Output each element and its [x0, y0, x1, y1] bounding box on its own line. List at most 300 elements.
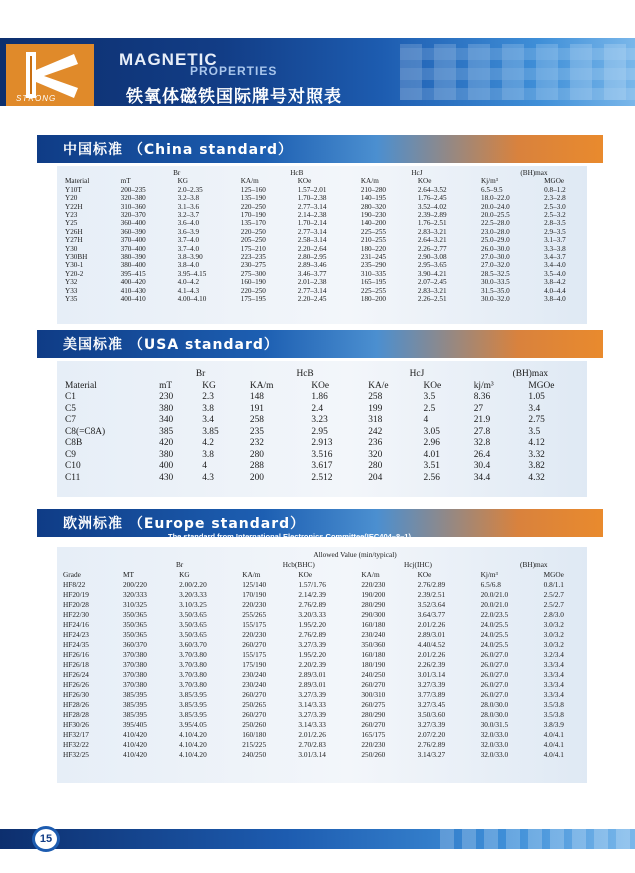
col-header: kj/m³: [473, 380, 494, 391]
group-hcj: HcJ: [409, 369, 425, 379]
value-cell: 28.0/30.0: [480, 700, 509, 709]
value-cell: 380–400: [120, 261, 146, 270]
value-cell: 3.52–4.02: [417, 202, 447, 211]
value-cell: 3.70/3.80: [179, 660, 207, 669]
col-header: KOe: [297, 177, 312, 186]
value-cell: 191: [249, 403, 264, 414]
value-cell: 250/265: [242, 700, 267, 709]
table-row: [57, 640, 587, 650]
table-row: [57, 450, 587, 462]
value-cell: 30.0–32.0: [480, 295, 510, 304]
value-cell: 3.6–4.0: [177, 219, 200, 228]
table-row: [57, 427, 587, 439]
value-cell: 23.0–28.0: [480, 227, 510, 236]
grade-cell: C8(=C8A): [65, 426, 106, 437]
value-cell: 0.8–1.2: [544, 185, 566, 194]
grade-cell: Y30: [65, 244, 78, 253]
col-header: KOe: [417, 570, 432, 579]
table-row: [57, 194, 587, 202]
value-cell: 3.14/3.33: [298, 720, 326, 729]
group-br: Br: [173, 169, 181, 177]
usa-table: [57, 369, 587, 484]
value-cell: 385/395: [122, 710, 147, 719]
value-cell: 31.5–35.0: [480, 286, 510, 295]
table-row: [57, 740, 587, 750]
value-cell: 320–370: [120, 211, 146, 220]
grade-cell: Y26H: [65, 227, 83, 236]
value-cell: 32.8: [473, 438, 491, 448]
value-cell: 210–255: [360, 236, 387, 245]
value-cell: 190/200: [361, 590, 386, 599]
value-cell: 3.70/3.80: [179, 650, 207, 659]
value-cell: 3.5/3.8: [543, 700, 564, 709]
table-row: [57, 610, 587, 620]
table-row: [57, 580, 587, 590]
value-cell: 255/265: [242, 610, 267, 619]
value-cell: 175/190: [242, 660, 267, 669]
value-cell: 3.50/3.65: [179, 630, 207, 639]
value-cell: 3.617: [311, 461, 333, 471]
value-cell: 26.0/27.0: [480, 660, 509, 669]
table-row: [57, 295, 587, 303]
value-cell: 4.12: [528, 438, 545, 448]
grade-cell: Y23: [65, 211, 78, 220]
value-cell: 410–430: [120, 286, 146, 295]
table-row: [57, 650, 587, 660]
grade-cell: HF22/30: [63, 610, 89, 619]
value-cell: 2.56: [423, 472, 440, 483]
value-cell: 30.0–33.5: [480, 278, 510, 287]
value-cell: 220/230: [242, 600, 267, 609]
col-header: KA/m: [361, 570, 380, 579]
col-header: MT: [122, 570, 134, 579]
value-cell: 22.5–28.0: [480, 219, 510, 228]
value-cell: 400–420: [120, 278, 146, 287]
value-cell: 4.0–4.2: [177, 278, 200, 287]
value-cell: 2.26–2.77: [417, 244, 447, 253]
value-cell: 3.70/3.80: [179, 680, 207, 689]
value-cell: 170/190: [242, 590, 267, 599]
value-cell: 370/380: [122, 680, 147, 689]
col-header: KOe: [298, 570, 313, 579]
col-header: mT: [159, 380, 173, 391]
value-cell: 26.4: [473, 449, 491, 460]
table-row: [57, 287, 587, 295]
value-cell: 34.4: [473, 472, 491, 483]
value-cell: 3.82: [528, 461, 545, 471]
value-cell: 180/190: [361, 660, 386, 669]
value-cell: 3.516: [311, 449, 333, 460]
value-cell: 220–250: [240, 202, 266, 211]
value-cell: 310–335: [360, 269, 387, 278]
value-cell: 4.1–4.3: [177, 286, 200, 295]
value-cell: 26.0/27.0: [480, 680, 509, 689]
value-cell: 26.0/27.0: [480, 670, 509, 679]
value-cell: 2.77–3.14: [297, 286, 327, 295]
value-cell: 200/220: [122, 580, 147, 589]
value-cell: 1.57–2.01: [297, 185, 327, 194]
table-group-header: [57, 369, 587, 381]
value-cell: 300/310: [361, 690, 386, 699]
value-cell: 232: [249, 438, 264, 448]
table-row: [57, 710, 587, 720]
value-cell: 2.39/2.51: [417, 590, 446, 599]
china-table-body: [57, 186, 587, 304]
value-cell: 380: [159, 403, 174, 414]
value-cell: 275–300: [240, 269, 266, 278]
value-cell: 27: [473, 403, 484, 414]
table-row: [57, 670, 587, 680]
value-cell: 28.0/30.0: [480, 710, 509, 719]
value-cell: 125/140: [242, 580, 267, 589]
value-cell: 32.0/33.0: [480, 750, 509, 759]
value-cell: 3.01/3.14: [298, 750, 326, 759]
value-cell: 3.2–3.8: [177, 194, 200, 203]
value-cell: 32.0/33.0: [480, 730, 509, 739]
value-cell: 20.0/21.0: [480, 600, 509, 609]
value-cell: 318: [368, 415, 383, 425]
value-cell: 1.70–2.14: [297, 219, 327, 228]
value-cell: 155/175: [242, 650, 267, 659]
value-cell: 20.0–25.5: [480, 211, 510, 220]
grade-cell: HF26/24: [63, 670, 89, 679]
header-title-chinese: 铁氧体磁铁国际牌号对照表: [126, 87, 342, 107]
value-cell: 3.90–4.21: [417, 269, 447, 278]
grade-cell: Y25: [65, 219, 78, 228]
value-cell: 210–280: [360, 185, 387, 194]
grade-cell: HF28/28: [63, 710, 89, 719]
value-cell: 199: [368, 403, 383, 414]
value-cell: 148: [249, 392, 264, 402]
table-row: [57, 392, 587, 404]
grade-cell: HF8/22: [63, 580, 86, 589]
grade-cell: Y22H: [65, 202, 83, 211]
value-cell: 420: [159, 438, 174, 448]
value-cell: 370/380: [122, 660, 147, 669]
value-cell: 24.0/25.5: [480, 630, 509, 639]
grade-cell: HF30/26: [63, 720, 89, 729]
value-cell: 260/275: [361, 700, 386, 709]
europe-section-title: 欧洲标准 （Europe standard）: [63, 516, 306, 532]
value-cell: 2.07–2.45: [417, 278, 447, 287]
col-header: MGOe: [544, 177, 565, 186]
grade-cell: Y33: [65, 286, 78, 295]
value-cell: 220/230: [242, 630, 267, 639]
value-cell: 231–245: [360, 253, 387, 262]
value-cell: 2.64–3.21: [417, 236, 447, 245]
col-header: KA/m: [249, 380, 274, 391]
value-cell: 175–210: [240, 244, 266, 253]
grade-cell: C8B: [65, 438, 83, 448]
value-cell: 380: [159, 449, 174, 460]
value-cell: 1.57/1.76: [298, 580, 326, 589]
value-cell: 30.0/31.5: [480, 720, 509, 729]
col-header: KOe: [311, 380, 330, 391]
value-cell: 3.5: [423, 392, 436, 402]
value-cell: 225–255: [360, 286, 387, 295]
value-cell: 3.7–4.0: [177, 236, 200, 245]
value-cell: 230/240: [361, 630, 386, 639]
value-cell: 410/420: [122, 730, 147, 739]
table-row: [57, 720, 587, 730]
value-cell: 2.75: [528, 415, 545, 425]
china-table: [57, 169, 587, 304]
value-cell: 200–235: [120, 185, 146, 194]
value-cell: 3.85/3.95: [179, 690, 207, 699]
grade-cell: HF26/26: [63, 680, 89, 689]
table-row: [57, 236, 587, 244]
value-cell: 27.8: [473, 426, 491, 437]
value-cell: 32.0/33.0: [480, 740, 509, 749]
table-row: [57, 203, 587, 211]
value-cell: 385/395: [122, 690, 147, 699]
value-cell: 2.89/3.01: [417, 630, 446, 639]
value-cell: 3.3/3.4: [543, 690, 564, 699]
group-hcj: Hcj(IHC): [404, 560, 432, 569]
value-cell: 430: [159, 472, 174, 483]
grade-cell: C9: [65, 449, 76, 460]
value-cell: 2.89/3.01: [298, 680, 326, 689]
value-cell: 320: [368, 449, 383, 460]
value-cell: 235: [249, 426, 264, 437]
value-cell: 235–290: [360, 261, 387, 270]
value-cell: 3.8–4.0: [177, 261, 200, 270]
table-allowed-header: [57, 550, 587, 560]
value-cell: 2.80–2.95: [297, 253, 327, 262]
value-cell: 180–200: [360, 295, 387, 304]
value-cell: 3.85/3.95: [179, 710, 207, 719]
col-header: Material: [65, 177, 90, 186]
value-cell: 360–390: [120, 227, 146, 236]
value-cell: 6.5/6.8: [480, 580, 501, 589]
table-row: [57, 690, 587, 700]
group-hcb: Hcb(BHC): [282, 560, 315, 569]
value-cell: 2.01–2.38: [297, 278, 327, 287]
value-cell: 180–220: [360, 244, 387, 253]
value-cell: 3.77/3.89: [417, 690, 446, 699]
grade-cell: HF20/19: [63, 590, 89, 599]
group-hcb: HcB: [296, 369, 314, 379]
value-cell: 1.95/2.20: [298, 650, 326, 659]
value-cell: 20.0–24.0: [480, 202, 510, 211]
value-cell: 3.8: [202, 449, 214, 460]
value-cell: 395–415: [120, 269, 146, 278]
value-cell: 2.4: [311, 403, 324, 414]
value-cell: 3.51: [423, 461, 440, 471]
value-cell: 3.27/3.45: [417, 700, 446, 709]
table-row: [57, 620, 587, 630]
value-cell: 3.5–4.0: [544, 269, 566, 278]
value-cell: 370/380: [122, 650, 147, 659]
value-cell: 250/260: [242, 720, 267, 729]
value-cell: 2.512: [311, 472, 333, 483]
value-cell: 3.5: [528, 426, 541, 437]
value-cell: 288: [249, 461, 264, 471]
grade-cell: HF32/22: [63, 740, 89, 749]
value-cell: 290/300: [361, 610, 386, 619]
value-cell: 2.01/2.26: [298, 730, 326, 739]
grade-cell: HF26/18: [63, 660, 89, 669]
value-cell: 3.27/3.39: [298, 640, 326, 649]
value-cell: 3.3/3.4: [543, 680, 564, 689]
value-cell: 160/180: [242, 730, 267, 739]
value-cell: 2.5/2.7: [543, 590, 564, 599]
value-cell: 2.70/2.83: [298, 740, 326, 749]
table-row: [57, 186, 587, 194]
value-cell: 350/360: [361, 640, 386, 649]
group-bhmax: (BH)max: [520, 560, 548, 569]
value-cell: 3.20/3.33: [179, 590, 207, 599]
table-group-header: [57, 169, 587, 177]
value-cell: 4.0/4.1: [543, 730, 564, 739]
value-cell: 2.913: [311, 438, 333, 448]
value-cell: 8.36: [473, 392, 491, 402]
group-bhmax: (BH)max: [512, 369, 549, 379]
value-cell: 3.3/3.4: [543, 670, 564, 679]
value-cell: 2.77–3.14: [297, 202, 327, 211]
value-cell: 0.8/1.1: [543, 580, 564, 589]
value-cell: 3.46–3.77: [297, 269, 327, 278]
value-cell: 3.1–3.7: [544, 236, 566, 245]
value-cell: 170–190: [240, 211, 266, 220]
value-cell: 220–250: [240, 286, 266, 295]
value-cell: 310/325: [122, 600, 147, 609]
value-cell: 230: [159, 392, 174, 402]
grade-cell: HF26/30: [63, 690, 89, 699]
table-column-header: [57, 177, 587, 185]
grade-cell: HF28/26: [63, 700, 89, 709]
group-hcj: HcJ: [411, 169, 423, 177]
value-cell: 24.0/25.5: [480, 640, 509, 649]
value-cell: 28.5–32.5: [480, 269, 510, 278]
table-row: [57, 245, 587, 253]
grade-cell: C11: [65, 472, 81, 483]
value-cell: 2.5–3.2: [544, 211, 566, 220]
value-cell: 2.76/2.89: [298, 630, 326, 639]
value-cell: 25.0–29.0: [480, 236, 510, 245]
value-cell: 3.27/3.39: [417, 680, 446, 689]
value-cell: 3.64/3.77: [417, 610, 446, 619]
value-cell: 3.27/3.39: [417, 720, 446, 729]
value-cell: 4.10/4.20: [179, 750, 207, 759]
value-cell: 24.0/25.5: [480, 620, 509, 629]
value-cell: 350/365: [122, 620, 147, 629]
usa-table-panel: [57, 361, 587, 497]
grade-cell: C1: [65, 392, 76, 402]
value-cell: 3.8–4.0: [544, 295, 566, 304]
value-cell: 2.5/2.7: [543, 600, 564, 609]
value-cell: 280–320: [360, 202, 387, 211]
table-column-header: [57, 570, 587, 580]
value-cell: 204: [368, 472, 383, 483]
value-cell: 2.76/2.89: [298, 600, 326, 609]
value-cell: 220–250: [240, 227, 266, 236]
value-cell: 350/365: [122, 610, 147, 619]
value-cell: 4.01: [423, 449, 440, 460]
value-cell: 160/180: [361, 620, 386, 629]
value-cell: 350/365: [122, 630, 147, 639]
value-cell: 3.70/3.80: [179, 670, 207, 679]
value-cell: 2.89–3.46: [297, 261, 327, 270]
value-cell: 2.00/2.20: [179, 580, 207, 589]
col-header: KA/m: [242, 570, 261, 579]
value-cell: 3.5/3.8: [543, 710, 564, 719]
value-cell: 3.95–4.15: [177, 269, 207, 278]
logo-text: STRONG: [16, 94, 57, 103]
europe-table: [57, 550, 587, 760]
col-header: KA/e: [368, 380, 389, 391]
grade-cell: HF20/28: [63, 600, 89, 609]
value-cell: 320/333: [122, 590, 147, 599]
value-cell: 26.0/27.0: [480, 690, 509, 699]
value-cell: 3.52/3.64: [417, 600, 446, 609]
value-cell: 3.4: [528, 403, 541, 414]
table-row: [57, 473, 587, 485]
grade-cell: HF32/25: [63, 750, 89, 759]
value-cell: 2.3–2.8: [544, 194, 566, 203]
grade-cell: C10: [65, 461, 81, 471]
col-header: KG: [177, 177, 188, 186]
value-cell: 3.6–3.9: [177, 227, 200, 236]
value-cell: 200: [249, 472, 264, 483]
value-cell: 4.40/4.52: [417, 640, 446, 649]
col-header: KA/m: [240, 177, 259, 186]
value-cell: 3.8: [202, 403, 214, 414]
value-cell: 3.10/3.25: [179, 600, 207, 609]
value-cell: 2.9–3.5: [544, 227, 566, 236]
grade-cell: Y27H: [65, 236, 83, 245]
table-group-header: [57, 560, 587, 570]
value-cell: 250/260: [361, 750, 386, 759]
value-cell: 22.0/23.5: [480, 610, 509, 619]
col-header: Material: [65, 380, 97, 391]
value-cell: 1.70–2.38: [297, 194, 327, 203]
table-row: [57, 461, 587, 473]
table-row: [57, 228, 587, 236]
col-header: MGOe: [543, 570, 564, 579]
value-cell: 385: [159, 426, 174, 437]
table-row: [57, 253, 587, 261]
table-row: [57, 261, 587, 269]
value-cell: 3.0/3.2: [543, 630, 564, 639]
col-header: KOe: [417, 177, 432, 186]
value-cell: 3.60/3.70: [179, 640, 207, 649]
value-cell: 260/270: [361, 680, 386, 689]
value-cell: 3.8/3.9: [543, 720, 564, 729]
value-cell: 223–235: [240, 253, 266, 262]
value-cell: 225–255: [360, 227, 387, 236]
value-cell: 3.50/3.65: [179, 620, 207, 629]
value-cell: 260/270: [242, 690, 267, 699]
value-cell: 27.0–30.0: [480, 253, 510, 262]
value-cell: 1.95/2.20: [298, 620, 326, 629]
value-cell: 3.4: [202, 415, 214, 425]
value-cell: 2.8/3.0: [543, 610, 564, 619]
europe-section-banner: [37, 509, 603, 541]
europe-section-subtitle: The standard from International Electronics Committee(IEC404–8–1): [168, 532, 411, 541]
value-cell: 385/395: [122, 700, 147, 709]
value-cell: 310–360: [120, 202, 146, 211]
usa-section-title: 美国标准 （USA standard）: [63, 337, 279, 353]
value-cell: 3.50/3.60: [417, 710, 446, 719]
table-row: [57, 438, 587, 450]
table-row: [57, 700, 587, 710]
table-row: [57, 211, 587, 219]
value-cell: 205–250: [240, 236, 266, 245]
value-cell: 280/290: [361, 710, 386, 719]
header-pattern: [400, 44, 635, 100]
value-cell: 1.86: [311, 392, 328, 402]
